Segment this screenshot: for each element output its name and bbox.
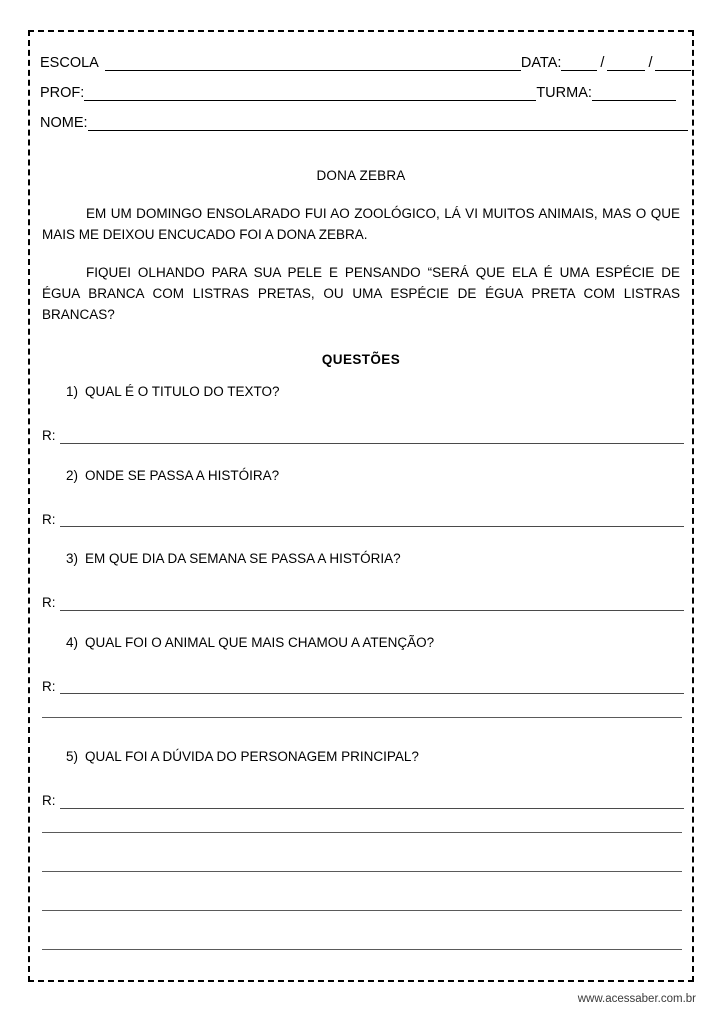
question-item-5 bbox=[42, 748, 684, 950]
answer-row-3 bbox=[42, 590, 684, 612]
answer-row-5 bbox=[42, 788, 684, 810]
answer-label-1: R: bbox=[42, 428, 56, 444]
answer-input-line-4[interactable] bbox=[60, 681, 685, 694]
question-number-1: 1) bbox=[66, 384, 79, 399]
answer-row-1 bbox=[42, 423, 684, 445]
answer-label-2: R: bbox=[42, 511, 56, 527]
data-month-input-line[interactable] bbox=[607, 56, 645, 71]
story-title: DONA ZEBRA bbox=[316, 168, 406, 183]
answer-label-4: R: bbox=[42, 678, 56, 694]
question-number-5: 5) bbox=[66, 749, 79, 765]
escola-label: ESCOLA bbox=[40, 54, 99, 71]
answer-extra-line-5-2[interactable] bbox=[42, 871, 682, 872]
nome-input-line[interactable] bbox=[88, 116, 688, 131]
question-item-4 bbox=[42, 634, 684, 719]
question-label-5: QUAL FOI A DÚVIDA DO PERSONAGEM PRINCIPAL? bbox=[85, 749, 419, 765]
escola-data-row bbox=[40, 42, 682, 72]
question-label-4: QUAL FOI O ANIMAL QUE MAIS CHAMOU A ATENÇÃO? bbox=[85, 634, 435, 650]
turma-label: TURMA: bbox=[536, 84, 592, 101]
question-item-1 bbox=[42, 383, 684, 445]
answer-input-line-2[interactable] bbox=[60, 514, 685, 527]
escola-input-line[interactable] bbox=[105, 56, 521, 71]
answer-label-3: R: bbox=[42, 595, 56, 611]
turma-input-line[interactable] bbox=[592, 86, 676, 101]
answer-input-line-5[interactable] bbox=[60, 796, 685, 809]
question-item-2 bbox=[42, 467, 684, 529]
prof-input-line[interactable] bbox=[84, 86, 536, 101]
question-number-2: 2) bbox=[66, 467, 79, 483]
student-identification-block bbox=[40, 42, 682, 132]
story-paragraph-1: EM UM DOMINGO ENSOLARADO FUI AO ZOOLÓGICO, LÁ VI MUITOS ANIMAIS, MAS O QUE MAIS ME DEIXOU ENCUCADO FOI A DONA ZEBRA. bbox=[42, 206, 680, 243]
data-label: DATA: bbox=[520, 54, 562, 71]
questions-heading: QUESTÕES bbox=[321, 352, 401, 367]
nome-label: NOME: bbox=[40, 114, 88, 131]
answer-extra-line-5-3[interactable] bbox=[42, 910, 682, 911]
answer-input-line-1[interactable] bbox=[60, 431, 685, 444]
answer-input-line-3[interactable] bbox=[60, 598, 685, 611]
question-label-2: ONDE SE PASSA A HISTÓIRA? bbox=[85, 467, 280, 483]
question-label-1: QUAL É O TITULO DO TEXTO? bbox=[85, 384, 280, 399]
answer-row-4 bbox=[42, 673, 684, 695]
question-text-3 bbox=[42, 550, 684, 568]
answer-extra-line-5-1[interactable] bbox=[42, 832, 682, 833]
question-number-4: 4) bbox=[66, 634, 79, 650]
story-passage bbox=[42, 168, 680, 342]
footer-website: www.acessaber.com.br bbox=[577, 993, 696, 1005]
answer-extra-line-4-1[interactable] bbox=[42, 717, 682, 718]
nome-row bbox=[40, 102, 682, 132]
question-label-3: EM QUE DIA DA SEMANA SE PASSA A HISTÓRIA? bbox=[85, 551, 401, 567]
questions-list bbox=[42, 383, 684, 988]
question-number-3: 3) bbox=[66, 551, 79, 567]
date-separator-2: / bbox=[648, 54, 653, 71]
date-separator-1: / bbox=[600, 54, 605, 71]
answer-label-5: R: bbox=[42, 793, 56, 809]
prof-turma-row bbox=[40, 72, 682, 102]
question-text-1 bbox=[42, 383, 684, 401]
data-day-input-line[interactable] bbox=[561, 56, 597, 71]
question-text-4 bbox=[42, 634, 684, 652]
answer-extra-line-5-4[interactable] bbox=[42, 949, 682, 950]
question-text-2 bbox=[42, 467, 684, 485]
data-year-input-line[interactable] bbox=[655, 56, 691, 71]
question-item-3 bbox=[42, 550, 684, 612]
question-text-5 bbox=[42, 748, 684, 766]
prof-label: PROF: bbox=[40, 84, 85, 101]
answer-row-2 bbox=[42, 506, 684, 528]
story-paragraph-2: FIQUEI OLHANDO PARA SUA PELE E PENSANDO “SERÁ QUE ELA É UMA ESPÉCIE DE ÉGUA BRANCA COM LISTRAS PRETAS, OU UMA ESPÉCIE DE ÉGUA PRETA COM LISTRAS BRANCAS? bbox=[42, 264, 680, 323]
